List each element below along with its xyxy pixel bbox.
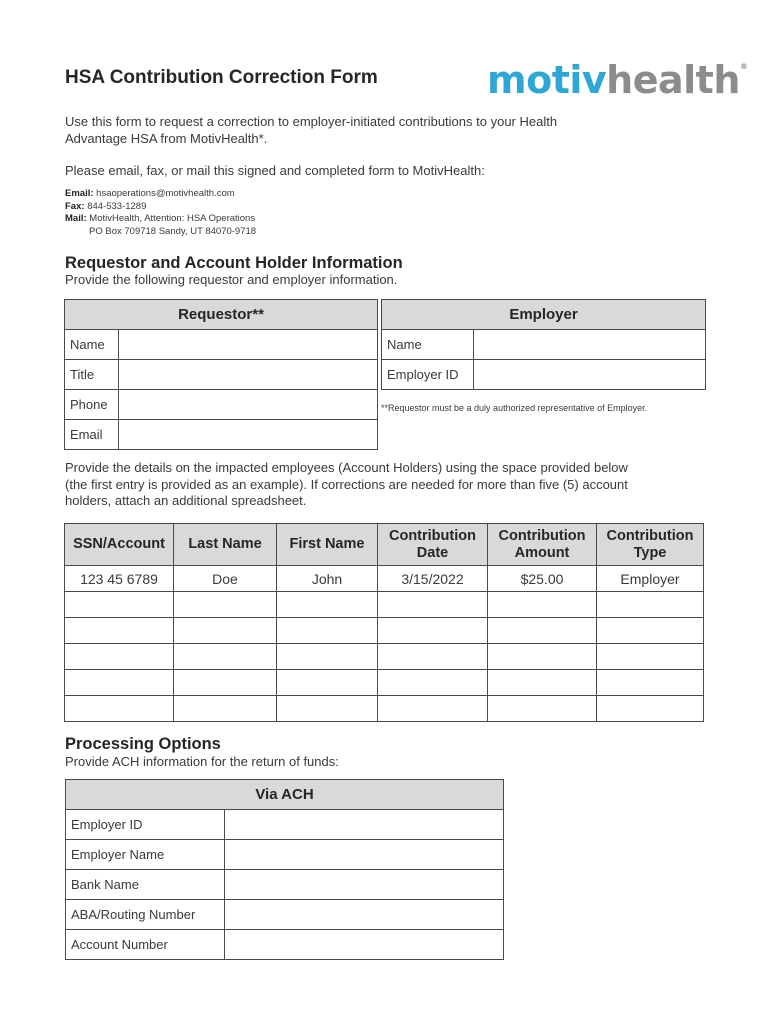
first-name-cell[interactable] — [277, 644, 378, 670]
details-line-3: holders, attach an additional spreadsheet. — [65, 493, 307, 508]
motivhealth-logo — [487, 58, 747, 102]
last-name-cell[interactable] — [174, 618, 277, 644]
section-subheading-requestor: Provide the following requestor and employer information. — [65, 272, 398, 287]
first-name-cell[interactable] — [277, 618, 378, 644]
ach-account-number-field[interactable] — [225, 930, 504, 960]
type-cell[interactable] — [597, 592, 704, 618]
contact-block — [65, 188, 256, 238]
section-heading-processing: Processing Options — [65, 735, 221, 753]
amount-cell[interactable] — [488, 618, 597, 644]
last-name-cell[interactable] — [174, 696, 277, 722]
requestor-header: Requestor** — [65, 300, 378, 330]
fax-value: 844-533-1289 — [87, 200, 147, 212]
logo-text-health: health — [606, 58, 740, 102]
example-ssn: 123 45 6789 — [65, 566, 174, 592]
table-row — [65, 618, 704, 644]
first-name-cell[interactable] — [277, 696, 378, 722]
type-cell[interactable] — [597, 670, 704, 696]
col-contribution-date: Contribution Date — [378, 524, 488, 566]
table-row-example — [65, 566, 704, 592]
section-subheading-processing: Provide ACH information for the return of funds: — [65, 754, 339, 769]
fax-label: Fax: — [65, 200, 85, 212]
registered-mark-icon: ® — [739, 62, 748, 71]
employer-table — [381, 299, 706, 390]
table-row — [65, 644, 704, 670]
col-last-name: Last Name — [174, 524, 277, 566]
requestor-name-label: Name — [65, 330, 119, 360]
employer-id-field[interactable] — [474, 360, 706, 390]
requestor-phone-label: Phone — [65, 390, 119, 420]
mail-label: Mail: — [65, 213, 87, 224]
details-paragraph — [65, 460, 715, 510]
requestor-email-label: Email — [65, 420, 119, 450]
last-name-cell[interactable] — [174, 592, 277, 618]
amount-cell[interactable] — [488, 670, 597, 696]
employer-id-label: Employer ID — [382, 360, 474, 390]
table-row — [65, 592, 704, 618]
ach-routing-label: ABA/Routing Number — [66, 900, 225, 930]
logo-text-motiv: motiv — [487, 58, 607, 102]
example-amount: $25.00 — [488, 566, 597, 592]
first-name-cell[interactable] — [277, 592, 378, 618]
email-label: Email: — [65, 188, 94, 199]
ach-employer-id-field[interactable] — [225, 810, 504, 840]
section-heading-requestor: Requestor and Account Holder Information — [65, 254, 403, 272]
last-name-cell[interactable] — [174, 644, 277, 670]
instructions-text: Please email, fax, or mail this signed and completed form to MotivHealth: — [65, 163, 485, 178]
requestor-title-label: Title — [65, 360, 119, 390]
email-value[interactable]: hsaoperations@motivhealth.com — [96, 188, 235, 199]
first-name-cell[interactable] — [277, 670, 378, 696]
ach-bank-name-field[interactable] — [225, 870, 504, 900]
type-cell[interactable] — [597, 696, 704, 722]
form-title: HSA Contribution Correction Form — [65, 67, 378, 88]
requestor-title-field[interactable] — [119, 360, 378, 390]
intro-paragraph — [65, 114, 557, 147]
requestor-table — [64, 299, 378, 450]
example-date: 3/15/2022 — [378, 566, 488, 592]
ach-employer-name-field[interactable] — [225, 840, 504, 870]
last-name-cell[interactable] — [174, 670, 277, 696]
type-cell[interactable] — [597, 644, 704, 670]
details-line-1: Provide the details on the impacted employees (Account Holders) using the space provided below — [65, 460, 628, 475]
amount-cell[interactable] — [488, 644, 597, 670]
intro-line-2: Advantage HSA from MotivHealth*. — [65, 130, 268, 146]
intro-line-1: Use this form to request a correction to employer-initiated contributions to your Health — [65, 114, 558, 129]
date-cell[interactable] — [378, 618, 488, 644]
ach-bank-name-label: Bank Name — [66, 870, 225, 900]
date-cell[interactable] — [378, 696, 488, 722]
details-line-2: (the first entry is provided as an example). If corrections are needed for more than five (5) account — [65, 476, 628, 492]
contact-email — [65, 188, 256, 201]
contributions-table — [64, 523, 704, 722]
requestor-name-field[interactable] — [119, 330, 378, 360]
contributions-header-row — [65, 524, 704, 566]
ach-table — [65, 779, 504, 960]
contact-mail — [65, 213, 256, 226]
mail-line-1: MotivHealth, Attention: HSA Operations — [89, 213, 256, 224]
employer-name-field[interactable] — [474, 330, 706, 360]
requestor-email-field[interactable] — [119, 420, 378, 450]
ssn-cell[interactable] — [65, 696, 174, 722]
col-contribution-type: Contribution Type — [597, 524, 704, 566]
contact-fax — [65, 201, 256, 214]
col-contribution-amount: Contribution Amount — [488, 524, 597, 566]
ach-employer-id-label: Employer ID — [66, 810, 225, 840]
date-cell[interactable] — [378, 670, 488, 696]
col-ssn-account: SSN/Account — [65, 524, 174, 566]
table-row — [65, 696, 704, 722]
ssn-cell[interactable] — [65, 592, 174, 618]
ach-routing-field[interactable] — [225, 900, 504, 930]
ach-account-number-label: Account Number — [66, 930, 225, 960]
date-cell[interactable] — [378, 644, 488, 670]
example-last-name: Doe — [174, 566, 277, 592]
amount-cell[interactable] — [488, 696, 597, 722]
requestor-phone-field[interactable] — [119, 390, 378, 420]
ach-header: Via ACH — [66, 780, 504, 810]
example-first-name: John — [277, 566, 378, 592]
col-first-name: First Name — [277, 524, 378, 566]
ssn-cell[interactable] — [65, 644, 174, 670]
mail-line-2: PO Box 709718 Sandy, UT 84070-9718 — [89, 225, 257, 237]
ssn-cell[interactable] — [65, 618, 174, 644]
ssn-cell[interactable] — [65, 670, 174, 696]
table-row — [65, 670, 704, 696]
employer-name-label: Name — [382, 330, 474, 360]
example-type: Employer — [597, 566, 704, 592]
ach-employer-name-label: Employer Name — [66, 840, 225, 870]
type-cell[interactable] — [597, 618, 704, 644]
employer-header: Employer — [382, 300, 706, 330]
date-cell[interactable] — [378, 592, 488, 618]
amount-cell[interactable] — [488, 592, 597, 618]
requestor-authorization-note: **Requestor must be a duly authorized representative of Employer. — [381, 403, 648, 413]
